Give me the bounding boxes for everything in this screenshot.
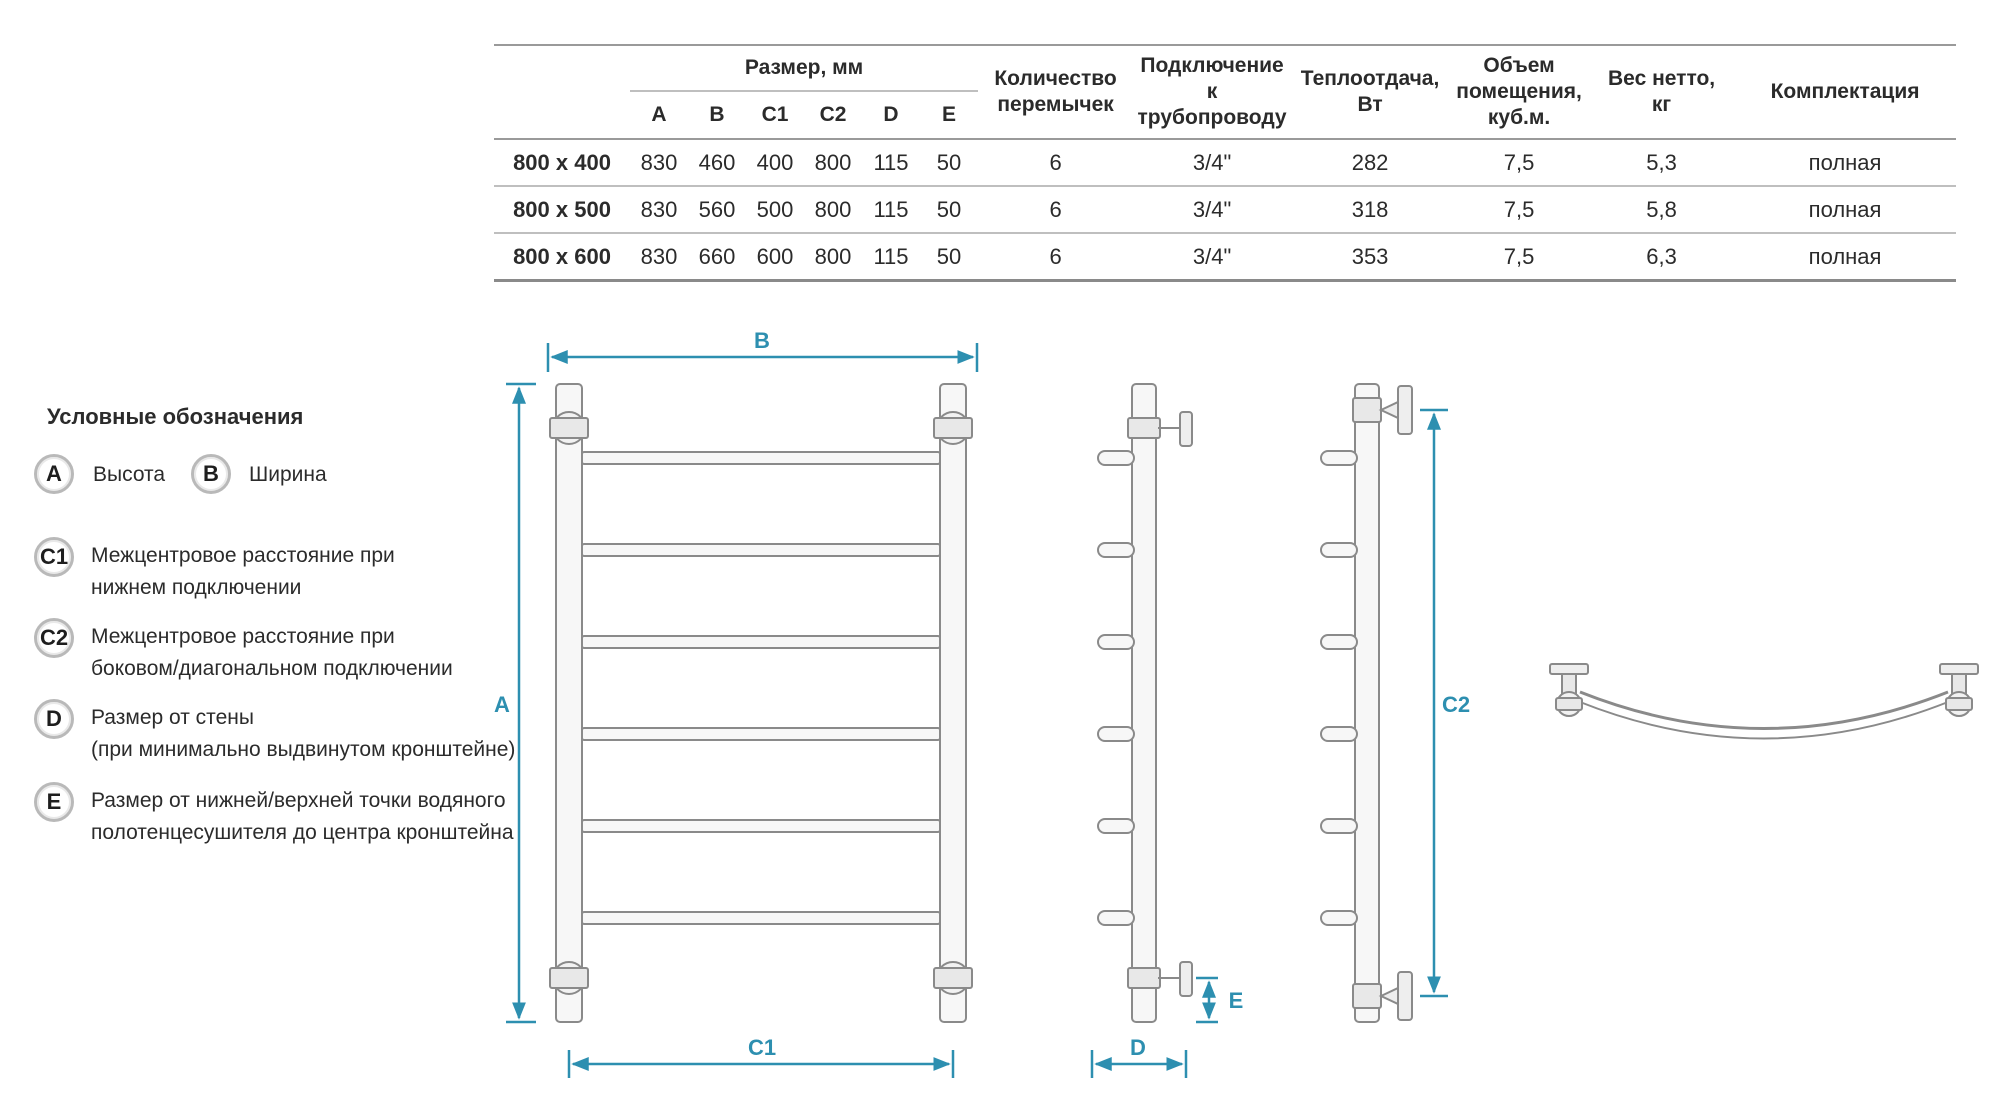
cell-c1: 400 — [746, 139, 804, 186]
legend-badge-b: B — [191, 454, 231, 494]
cell-heat-output: 318 — [1291, 186, 1449, 233]
dim-c1-label: C1 — [747, 1035, 777, 1060]
cell-crossbars: 6 — [978, 233, 1133, 281]
header-dim-a: A — [630, 91, 688, 139]
cell-c1: 600 — [746, 233, 804, 281]
header-net-weight-line2: кг — [1651, 93, 1672, 116]
legend-text-c2-line1: Межцентровое расстояние при — [91, 625, 395, 648]
cell-c2: 800 — [804, 233, 862, 281]
crossbar — [582, 728, 940, 740]
left-post — [556, 384, 582, 1022]
cell-crossbars: 6 — [978, 139, 1133, 186]
side-peg — [1321, 543, 1357, 557]
cell-heat-output: 353 — [1291, 233, 1449, 281]
cell-net-weight: 5,8 — [1589, 186, 1734, 233]
cell-c2: 800 — [804, 186, 862, 233]
top-bracket-left — [1550, 664, 1588, 716]
legend-text-c1-line1: Межцентровое расстояние при — [91, 544, 395, 567]
legend-text-c1-line2: нижнем подключении — [91, 576, 302, 599]
crossbar — [582, 636, 940, 648]
cell-connection: 3/4" — [1133, 233, 1291, 281]
top-view — [1550, 664, 1978, 739]
cell-b: 460 — [688, 139, 746, 186]
legend-text-d-line2: (при минимально выдвинутом кронштейне) — [91, 738, 516, 761]
side-view-side — [1321, 384, 1412, 1022]
header-net-weight-line1: Вес нетто, — [1608, 67, 1716, 90]
cell-e: 50 — [920, 139, 978, 186]
dim-d-label: D — [1130, 1035, 1146, 1060]
header-room-volume-line1: Объем — [1483, 54, 1555, 77]
cell-connection: 3/4" — [1133, 186, 1291, 233]
side-peg — [1321, 819, 1357, 833]
crossbar — [582, 452, 940, 464]
header-heat-output-line1: Теплоотдача, — [1300, 67, 1440, 90]
cell-net-weight: 5,3 — [1589, 139, 1734, 186]
legend-title: Условные обозначения — [47, 404, 304, 429]
header-dim-c2: C2 — [804, 91, 862, 139]
header-crossbars-line2: перемычек — [997, 93, 1114, 116]
cell-d: 115 — [862, 233, 920, 281]
side-peg — [1321, 635, 1357, 649]
cell-e: 50 — [920, 186, 978, 233]
header-package: Комплектация — [1734, 45, 1956, 139]
cell-a: 830 — [630, 139, 688, 186]
cell-heat-output: 282 — [1291, 139, 1449, 186]
crossbar — [582, 544, 940, 556]
cell-package: полная — [1734, 186, 1956, 233]
header-crossbars-line1: Количество — [994, 67, 1117, 90]
cell-model: 800 x 600 — [494, 233, 630, 281]
legend-text-d-line1: Размер от стены — [91, 706, 254, 729]
cell-connection: 3/4" — [1133, 139, 1291, 186]
cell-c1: 500 — [746, 186, 804, 233]
cell-e: 50 — [920, 233, 978, 281]
header-room-volume-line2: помещения, — [1456, 80, 1582, 103]
legend-text-c2-line2: боковом/диагональном подключении — [91, 657, 453, 680]
side-peg — [1098, 819, 1134, 833]
side-pegs-2 — [1321, 451, 1357, 925]
side-peg — [1321, 451, 1357, 465]
dim-a-label: A — [494, 692, 510, 717]
cell-a: 830 — [630, 233, 688, 281]
header-dim-e: E — [920, 91, 978, 139]
side-peg — [1098, 727, 1134, 741]
dim-c2-label: C2 — [1441, 692, 1471, 717]
side-peg — [1098, 543, 1134, 557]
legend-badge-e: E — [34, 782, 74, 822]
dim-e-label: E — [1228, 988, 1244, 1013]
header-dim-b: B — [688, 91, 746, 139]
cell-d: 115 — [862, 139, 920, 186]
top-bracket-right — [1940, 664, 1978, 716]
legend-text-b: Ширина — [249, 463, 327, 486]
side-view-bottom — [1098, 384, 1192, 1022]
side-peg — [1098, 911, 1134, 925]
side-pegs — [1098, 451, 1134, 925]
side-post — [1132, 384, 1156, 1022]
header-dim-d: D — [862, 91, 920, 139]
header-dim-c1: C1 — [746, 91, 804, 139]
cell-room-volume: 7,5 — [1449, 186, 1589, 233]
cell-crossbars: 6 — [978, 186, 1133, 233]
cell-b: 560 — [688, 186, 746, 233]
cell-package: полная — [1734, 139, 1956, 186]
legend-badge-c1: C1 — [34, 537, 74, 577]
header-connection-line2: к трубопроводу — [1137, 80, 1287, 129]
cell-room-volume: 7,5 — [1449, 139, 1589, 186]
header-room-volume-line3: куб.м. — [1487, 106, 1551, 129]
cell-model: 800 x 400 — [494, 139, 630, 186]
side-peg — [1098, 451, 1134, 465]
side-peg — [1321, 911, 1357, 925]
dim-e — [1196, 978, 1218, 1022]
cell-d: 115 — [862, 186, 920, 233]
header-connection-line1: Подключение — [1140, 54, 1284, 77]
legend-badge-a: A — [34, 454, 74, 494]
side-peg — [1098, 635, 1134, 649]
dim-a — [506, 384, 536, 1022]
crossbar — [582, 912, 940, 924]
crossbars — [582, 452, 940, 924]
cell-c2: 800 — [804, 139, 862, 186]
legend-text-e-line1: Размер от нижней/верхней точки водяного — [91, 789, 506, 812]
legend-text-a: Высота — [93, 463, 166, 486]
legend-badge-d: D — [34, 699, 74, 739]
side-post-2 — [1355, 384, 1379, 1022]
crossbar — [582, 820, 940, 832]
cell-a: 830 — [630, 186, 688, 233]
dim-b-label: B — [754, 328, 770, 353]
right-post — [940, 384, 966, 1022]
cell-b: 660 — [688, 233, 746, 281]
cell-package: полная — [1734, 233, 1956, 281]
front-view — [550, 384, 972, 1022]
cell-model: 800 x 500 — [494, 186, 630, 233]
legend-text-e-line2: полотенцесушителя до центра кронштейна — [91, 821, 514, 844]
cell-net-weight: 6,3 — [1589, 233, 1734, 281]
side-peg — [1321, 727, 1357, 741]
header-heat-output-line2: Вт — [1357, 93, 1383, 116]
header-size-group: Размер, мм — [630, 45, 978, 91]
cell-room-volume: 7,5 — [1449, 233, 1589, 281]
legend-badge-c2: C2 — [34, 618, 74, 658]
